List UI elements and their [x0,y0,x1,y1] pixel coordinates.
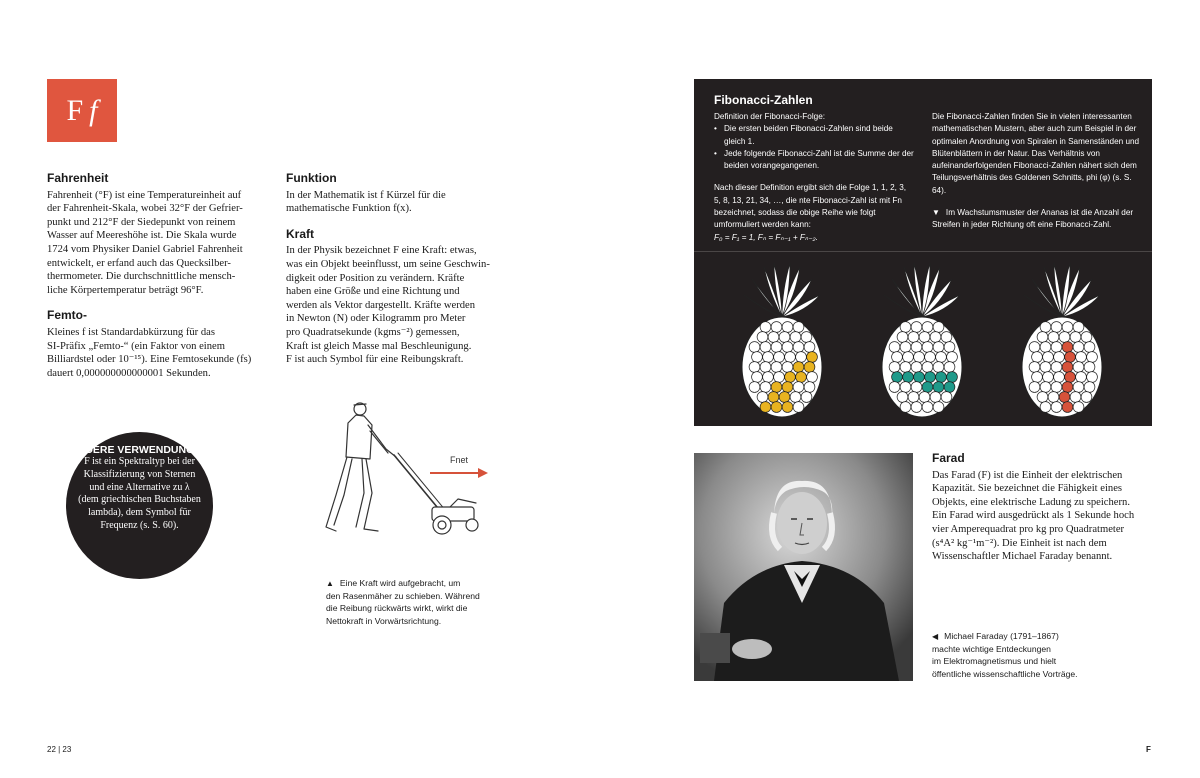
pineapple-scale [1040,382,1051,393]
pineapple-scale [785,352,796,363]
pineapple-scale [1029,342,1040,353]
pineapple-scale [922,362,933,373]
pineapple-scale [763,352,774,363]
pineapple-scale [947,352,958,363]
pineapple-scale [1076,372,1087,383]
badge-lower: f [89,93,98,127]
fibonacci-def-label: Definition der Fibonacci-Folge: [714,112,826,121]
pineapple-scale [941,332,952,343]
fibonacci-formula: F₀ = F₁ = 1, Fₙ = Fₙ₋₁ + Fₙ₋₂. [714,232,818,242]
folio-left: 22 | 23 [47,745,72,754]
pineapple-scale [944,362,955,373]
pineapple-scale [807,352,818,363]
pineapple-scale [763,372,774,383]
kraft-title: Kraft [286,226,315,241]
pineapple-scale [749,342,760,353]
pineapple-scale [914,372,925,383]
pineapple-scale [922,322,933,333]
pineapple-scale [1040,362,1051,373]
pineapple-scale [889,342,900,353]
other-uses-title: ANDERE VERWENDUNGEN [70,444,209,456]
pineapple-scale [933,342,944,353]
fibonacci-bullet: • Die ersten beiden Fibonacci-Zahlen sind beide gleich 1. [714,123,914,148]
other-uses-body: F ist ein Spektraltyp bei der Klassifizierung von Sternen und eine Alternative zu λ (dem griechischen Buchstaben lambda), dem Symbol für Frequenz (s. S. 60). [78,456,201,531]
pineapple-scale [774,372,785,383]
other-uses-circle [66,432,213,579]
pineapple-scale [1037,332,1048,343]
pineapple-scale [1029,362,1040,373]
pineapple-scale [779,392,790,403]
pineapple-scale [1073,382,1084,393]
pineapple-scale [911,402,922,413]
pineapple-scale [1043,352,1054,363]
pineapple-scale [1073,402,1084,413]
pineapple-scale [933,322,944,333]
folio-right: F [1146,745,1151,754]
pineapple-yellow [734,261,830,419]
pineapple-scale [897,392,908,403]
lawnmower-illustration [300,395,490,545]
pineapple-scale [933,362,944,373]
farad-title: Farad [932,451,965,465]
pineapple-scale [1032,352,1043,363]
pineapple-scale [801,392,812,403]
pineapple-scale [757,332,768,343]
pineapple-scale [801,332,812,343]
pineapple-scale [752,352,763,363]
fibonacci-sequence: Nach dieser Definition ergibt sich die Folge 1, 1, 2, 3, 5, 8, 13, 21, 34, …, die nte Fibonacci-Zahl ist mit Fn bezeichnet, sodass die obige Reihe wie folgt umformuliert werden kann: [714,183,907,230]
kraft-body: In der Physik bezeichnet F eine Kraft: etwas, was ein Objekt beeinflusst, um seine Geschwin- digkeit oder Position zu verändern. Kräfte haben eine Größe und eine Richtung und werden als Vektor dargestellt. Kräfte werden in Newton (N) oder Kilogramm pro Meter pro Quadratsekunde (kgms⁻²) gemessen, Kraft ist gleich Masse mal Beschleunigung. F ist auch Symbol für eine Reibungskraft. [286,245,490,366]
fibonacci-title: Fibonacci-Zahlen [714,93,813,107]
fibonacci-box [694,79,1152,426]
pineapple-scale [889,382,900,393]
pineapple-scale [1062,382,1073,393]
pineapple-scale [793,402,804,413]
femto-title: Femto- [47,308,87,323]
pineapple-scale [1073,342,1084,353]
pineapple-scale [908,392,919,403]
pineapple-scale [771,382,782,393]
pineapple-scale [908,332,919,343]
pineapple-scale [1051,362,1062,373]
pineapple-scale [1084,342,1095,353]
femto-body: Kleines f ist Standardabkürzung für das SI-Präfix „Femto-“ (ein Faktor von einem Billiardstel oder 10⁻¹⁵). Eine Femtosekunde (fs) dauert 0,000000000000001 Sekunden. [47,326,252,379]
pineapple-scale [771,342,782,353]
pineapple-scale [782,362,793,373]
pineapple-scale [749,362,760,373]
pineapple-scale [1062,362,1073,373]
pineapple-scale [804,362,815,373]
column-middle [286,172,501,379]
pineapple-scale [785,372,796,383]
farad-section [932,452,1157,564]
letter-badge [47,79,117,142]
pineapple-scale [796,352,807,363]
pineapple-scale [760,362,771,373]
pineapple-scale [911,342,922,353]
pineapple-scale [919,392,930,403]
force-arrow-label: Fnet [450,455,469,465]
pineapple-scale [793,342,804,353]
pineapple-scale [1037,392,1048,403]
pineapple-teal [874,261,970,419]
pineapple-scale [1081,392,1092,403]
pineapple-scale [944,382,955,393]
fibonacci-right-paragraph: Die Fibonacci-Zahlen finden Sie in vielen interessanten mathematischen Mustern, aber auch zum Beispiel in der optimalen Anordnung von Spiralen in Samenständen und Blütenblättern in der Natur. Das Verhältnis von aufeinanderfolgenden Fibonacci-Zahlen nähert sich dem Teilungsverhältnis des Goldenen Schnitts, phi (φ) (s. S. 64). [932,112,1140,195]
pineapple-scale [1043,372,1054,383]
pineapple-caption-text: Im Wachstumsmuster der Ananas ist die Anzahl der Streifen in jeder Richtung oft eine Fibonacci-Zahl. [932,208,1134,230]
funktion-body: In der Mathematik ist f Kürzel für die mathematische Funktion f(x). [286,189,446,215]
pineapple-scale [1051,382,1062,393]
fibonacci-bullet: • Jede folgende Fibonacci-Zahl ist die Summe der der beiden vorangegangenen. [714,148,914,173]
pineapple-scale [1062,322,1073,333]
pineapple-scale [779,332,790,343]
pineapple-scale [782,342,793,353]
kraft-section [286,228,501,367]
pineapple-scale [771,362,782,373]
pineapple-scale [752,372,763,383]
pineapple-scale [796,372,807,383]
pineapple-scale [790,392,801,403]
fahrenheit-title: Fahrenheit [47,171,109,185]
fibonacci-divider [694,251,1152,252]
pineapple-scale [919,332,930,343]
pineapple-scale [1073,362,1084,373]
fibonacci-left-text [714,111,914,244]
mower-caption [326,577,501,627]
column-left [47,172,272,392]
pineapple-scale [1062,342,1073,353]
pineapple-scale [911,382,922,393]
pineapple-scale [793,382,804,393]
pineapple-scale [760,342,771,353]
pineapple-scale [1051,322,1062,333]
pineapple-scale [900,362,911,373]
pineapple-scale [922,402,933,413]
pineapple-scale [936,372,947,383]
pineapple-scale [900,322,911,333]
faraday-caption [932,630,1132,680]
pineapple-scale [760,382,771,393]
funktion-title: Funktion [286,171,337,185]
pineapple-scale [760,402,771,413]
pineapple-scale [914,352,925,363]
pineapple-scale [1051,342,1062,353]
pineapple-scale [1070,332,1081,343]
pineapple-scale [1054,352,1065,363]
pineapple-scale [790,332,801,343]
faraday-caption-text: Michael Faraday (1791–1867) machte wichtige Entdeckungen im Elektromagnetismus und hielt öffentliche wissenschaftliche Vorträge. [932,631,1078,679]
pineapple-scale [771,322,782,333]
pineapple-scale [804,382,815,393]
pineapple-scale [933,382,944,393]
pineapple-scale [1048,332,1059,343]
pineapple-scale [1065,352,1076,363]
pineapple-scale [925,352,936,363]
pineapple-scale [1059,392,1070,403]
pineapple-scale [1051,402,1062,413]
pineapple-scale [774,352,785,363]
pineapple-scale [757,392,768,403]
pineapple-scale [749,382,760,393]
pineapple-scale [807,372,818,383]
pineapple-scale [1029,382,1040,393]
pineapple-scale [933,402,944,413]
pineapple-scale [793,322,804,333]
pineapple-scale [793,362,804,373]
pineapple-scale [947,372,958,383]
pineapple-scale [892,372,903,383]
pineapple-scale [911,362,922,373]
pineapple-scale [930,332,941,343]
pineapple-scale [930,392,941,403]
pineapple-scale [1073,322,1084,333]
pineapple-scale [782,322,793,333]
pineapple-scale [900,402,911,413]
fibonacci-bullets [714,123,914,172]
pineapple-scale [760,322,771,333]
pineapple-scale [1062,402,1073,413]
triangle-down-icon: ▼ [932,208,940,218]
pineapple-scale [1032,372,1043,383]
pineapple-scale [1040,342,1051,353]
pineapple-scale [782,382,793,393]
badge-upper: F [66,93,84,127]
pineapple-scale [1084,362,1095,373]
fahrenheit-body: Fahrenheit (°F) ist eine Temperatureinheit auf der Fahrenheit-Skala, wobei 32°F der Gefrier- punkt und 212°F der Siedepunkt von reinem Wasser auf Meereshöhe ist. Die Skala wurde 1724 vom Physiker Daniel Gabriel Fahrenheit entwickelt, er erfand auch das Quecksilber- thermometer. Die durchschnittliche mensch- liche Körpertemperatur beträgt 96°F. [47,189,243,296]
pineapple-scale [897,332,908,343]
pineapple-scale [941,392,952,403]
pineapple-scale [925,372,936,383]
mower-caption-text: Eine Kraft wird aufgebracht, um den Rasenmäher zu schieben. Während die Reibung rückwärts wirkt, wirkt die Nettokraft in Vorwärtsrichtung. [326,578,480,626]
pineapple-scale [903,372,914,383]
pineapple-scale [1059,332,1070,343]
pineapple-scale [892,352,903,363]
pineapple-scale [1040,402,1051,413]
pineapple-scale [900,342,911,353]
pineapple-scale [1084,382,1095,393]
pineapple-scale [1070,392,1081,403]
pineapple-scale [771,402,782,413]
farad-body: Das Farad (F) ist die Einheit der elektrischen Kapazität. Sie bezeichnet die Fähigkeit eines Objekts, eine elektrische Ladung zu speichern. Ein Farad wird ausgedrückt als 1 Sekunde hoch vier Amperequadrat pro kg pro Quadratmeter (s⁴A² kg⁻¹m⁻²). Die Einheit ist nach dem Wissenschaftler Michael Faraday benannt. [932,469,1135,563]
pineapple-scale [782,402,793,413]
pineapple-scale [1087,352,1098,363]
pineapple-scale [922,382,933,393]
triangle-up-icon: ▲ [326,579,334,588]
pineapple-scale [1048,392,1059,403]
pineapple-scale [1065,372,1076,383]
pineapple-scale [768,332,779,343]
pineapple-scale [1087,372,1098,383]
pineapple-red [1014,261,1110,419]
faraday-portrait [694,453,913,681]
pineapple-scale [911,322,922,333]
pineapple-scale [900,382,911,393]
pineapple-scale [804,342,815,353]
force-arrow-head [478,468,488,478]
fibonacci-right-text [932,111,1142,232]
femto-section [47,309,272,380]
pineapple-scale [936,352,947,363]
pineapple-caption [932,207,1142,232]
pineapple-scale [903,352,914,363]
pineapple-scale [889,362,900,373]
pineapple-scale [768,392,779,403]
pineapple-scale [1054,372,1065,383]
pineapple-scale [1076,352,1087,363]
fahrenheit-section [47,172,272,297]
pineapple-scale [1040,322,1051,333]
pineapple-scale [944,342,955,353]
pineapple-scale [1081,332,1092,343]
pineapple-scale [922,342,933,353]
triangle-left-icon: ◀ [932,632,939,641]
funktion-section [286,172,501,216]
